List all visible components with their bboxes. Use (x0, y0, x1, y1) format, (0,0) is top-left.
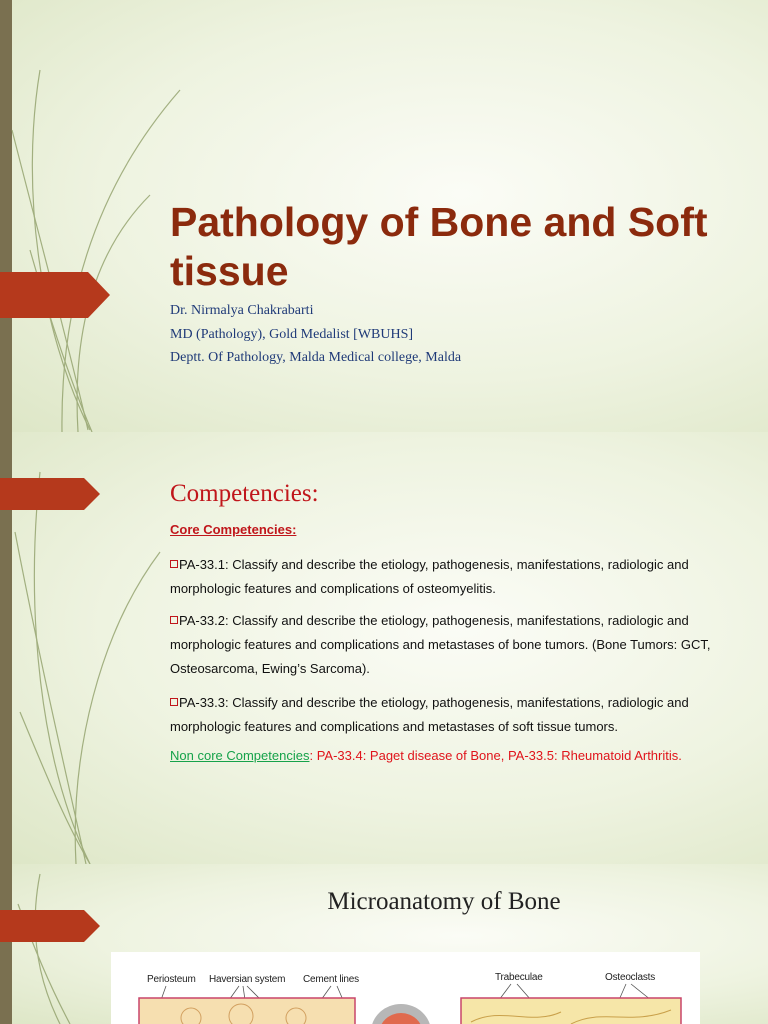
checkbox-bullet-icon (170, 698, 178, 706)
bone-microanatomy-figure (111, 952, 700, 1024)
checkbox-bullet-icon (170, 616, 178, 624)
competency-text: PA-33.1: Classify and describe the etiology, pathogenesis, manifestations, radiologic and morphologic features and complications of osteomyelitis. (170, 557, 689, 596)
author-department: Deptt. Of Pathology, Malda Medical college, Malda (170, 350, 462, 365)
figure-label-cement-lines: Cement lines (303, 974, 359, 985)
title-slide (0, 0, 768, 432)
bone-diagram-illustration (111, 952, 700, 1024)
microanatomy-slide (0, 864, 768, 1024)
non-core-competencies (170, 748, 750, 763)
non-core-label: Non core Competencies (170, 748, 310, 763)
presentation-title: Pathology of Bone and Soft tissue (170, 199, 708, 294)
slide-tab-marker (0, 478, 102, 510)
core-competencies-heading: Core Competencies: (170, 522, 297, 537)
microanatomy-heading: Microanatomy of Bone (327, 888, 561, 915)
non-core-text: : PA-33.4: Paget disease of Bone, PA-33.5: Rheumatoid Arthritis. (309, 748, 682, 763)
checkbox-bullet-icon (170, 560, 178, 568)
figure-label-haversian: Haversian system (209, 974, 286, 985)
competencies-heading: Competencies: (170, 480, 319, 507)
author-name: Dr. Nirmalya Chakrabarti (170, 303, 314, 318)
competency-item (170, 691, 730, 739)
competency-item (170, 553, 730, 601)
competency-text: PA-33.2: Classify and describe the etiology, pathogenesis, manifestations, radiologic and morphologic features and complications and metastases of bone tumors. (Bone Tumors: GCT, Osteosarcoma, Ewing’s Sarcoma). (170, 613, 711, 676)
competency-item (170, 609, 730, 681)
figure-label-periosteum: Periosteum (147, 974, 196, 985)
figure-label-osteoclasts: Osteoclasts (605, 972, 656, 983)
competencies-slide (0, 432, 768, 864)
author-degree: MD (Pathology), Gold Medalist [WBUHS] (170, 327, 414, 342)
figure-label-trabeculae: Trabeculae (495, 972, 543, 983)
slide-tab-marker (0, 272, 112, 318)
competency-text: PA-33.3: Classify and describe the etiology, pathogenesis, manifestations, radiologic and morphologic features and complications and metastases of soft tissue tumors. (170, 695, 689, 734)
